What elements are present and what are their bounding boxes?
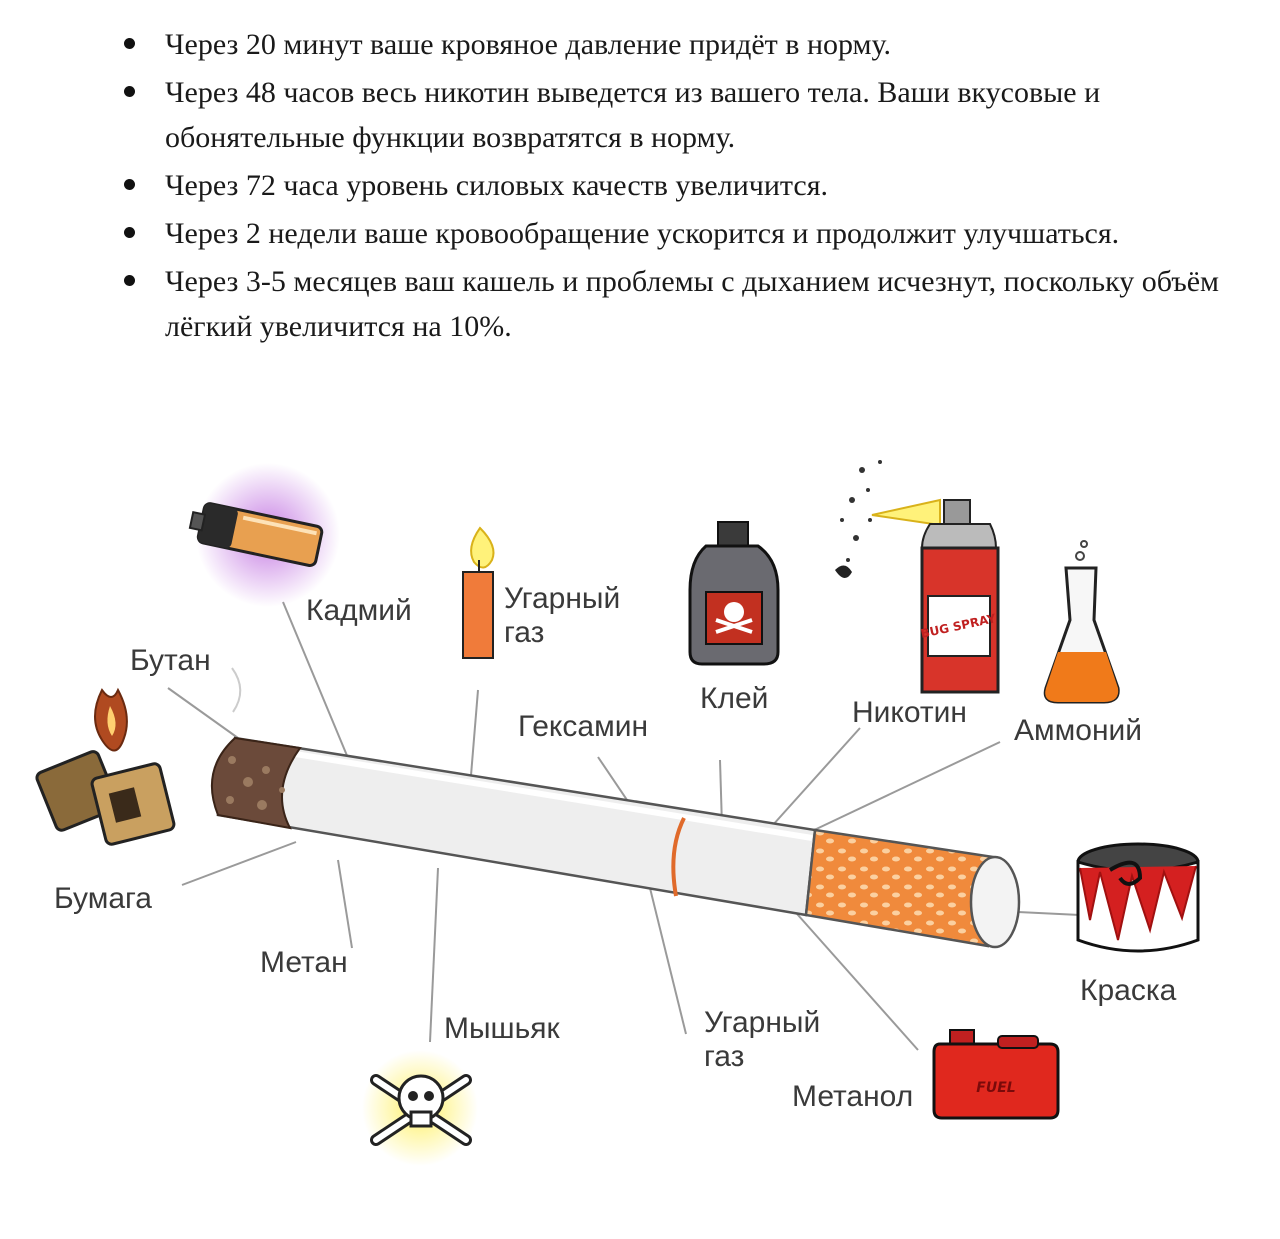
spray-can-icon [835,460,998,692]
paint-can-icon [1078,844,1198,951]
bug-spray-label: BUG SPRAY [919,611,998,641]
label-butane: Бутан [130,644,211,677]
label-paper: Бумага [54,882,152,915]
bullet-text: Через 20 минут ваше кровяное давление придёт в норму. [165,28,892,61]
label-ammonium: Аммоний [1014,714,1143,747]
poison-bottle-icon [690,522,778,664]
candle-icon [463,528,494,658]
label-paint: Краска [1080,974,1177,1007]
leader-line-carbon-monoxide-bottom [648,880,686,1034]
label-methane: Метан [260,946,348,979]
label-glue: Клей [700,682,769,715]
bullet-text: Через 2 недели ваше кровообращение ускорится и продолжит улучшаться. [165,217,1120,250]
leader-line-paint [1018,912,1080,915]
leader-line-ammonium [810,742,1000,832]
leader-line-nicotine [772,728,860,826]
cigarette-filter-end [971,857,1019,947]
battery-icon [187,463,340,607]
label-nicotine: Никотин [852,696,967,729]
label-methanol: Метанол [792,1080,914,1113]
label-carbon-monoxide-top-line2: газ [504,616,545,649]
lighter-icon [35,690,175,845]
bullet-text: Через 3-5 месяцев ваш кашель и проблемы с дыханием исчезнут, поскольку объём лёгкий увеличится на 10%. [165,265,1220,343]
label-hexamine: Гексамин [518,710,649,743]
label-carbon-monoxide-top-line1: Угарный [504,582,621,615]
leader-line-arsenic [430,868,438,1042]
label-cadmium: Кадмий [306,594,412,627]
leader-line-paper [182,842,296,885]
skull-crossbones-icon [362,1050,478,1166]
leader-line-butane [168,688,238,738]
label-carbon-monoxide-bottom-line1: Угарный [704,1006,821,1039]
leader-line-methane [338,860,352,948]
fuel-can-icon [934,1030,1058,1118]
label-arsenic: Мышьяк [444,1012,560,1045]
label-carbon-monoxide-bottom-line2: газ [704,1040,745,1073]
bullet-text: Через 48 часов весь никотин выведется из вашего тела. Ваши вкусовые и обонятельные функции возвратятся в норму. [165,76,1101,154]
flask-icon [1045,541,1118,702]
fuel-label: FUEL [976,1080,1016,1096]
bullet-text: Через 72 часа уровень силовых качеств увеличится. [165,169,828,202]
